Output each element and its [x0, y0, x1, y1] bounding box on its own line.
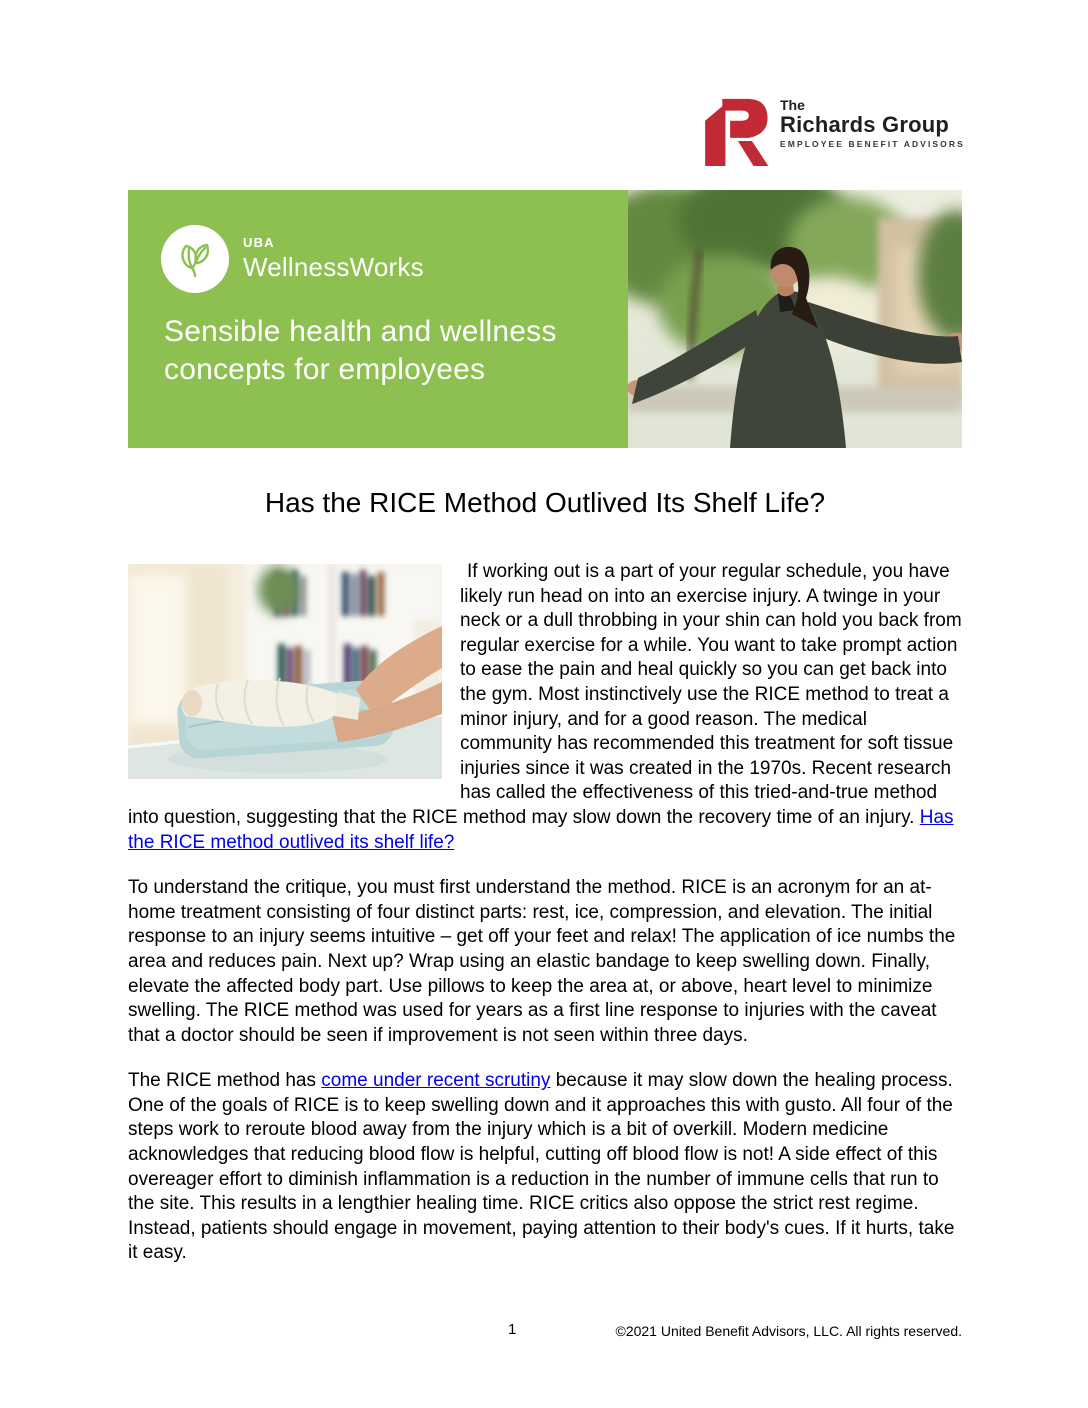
paragraph-2 — [128, 876, 962, 1048]
brand-wellnessworks: WellnessWorks — [243, 252, 424, 282]
paragraph-3-text-a: The RICE method has — [128, 1070, 322, 1092]
logo-tagline: EMPLOYEE BENEFIT ADVISORS — [780, 139, 965, 149]
brand-uba: UBA — [243, 235, 275, 250]
newsletter-banner — [128, 190, 962, 448]
link-recent-scrutiny[interactable]: come under recent scrutiny — [321, 1070, 551, 1092]
paragraph-1-text: If working out is a part of your regular schedule, you have likely run head on into an exercise injury. A twinge in your neck or a dull throbbing in your shin can hold you back from regular exercise for a while. You want to take prompt action to ease the pain and heal quickly so you can get back into the gym. Most instinctively use the RICE method to treat a minor injury, and for a good reason. The medical community has recommended this treatment for soft tissue injuries since it was created in the 1970s. Recent research has called the effectiveness of this tried-and-true method into question, suggesting that the RICE method may slow down the recovery time of an injury. — [128, 561, 962, 828]
banner-green-panel — [128, 190, 628, 448]
article-title: Has the RICE Method Outlived Its Shelf Life? — [264, 487, 826, 518]
logo-company-name: Richards Group — [780, 112, 950, 137]
leaf-icon — [161, 225, 229, 293]
richards-r-icon — [698, 88, 770, 166]
page-footer — [128, 1321, 962, 1345]
paragraph-3-text-b: because it may slow down the healing process. One of the goals of RICE is to keep swelling down and it approaches this with gusto. All four of the steps work to reroute blood away from the injury which is a bit of overkill. Modern medicine acknowledges that reducing blood flow is helpful, cutting off blood flow is not! A side effect of this overeager effort to diminish inflammation is a reduction in the number of immune cells that run to the site. This results in a lengthier healing time. RICE critics also oppose the strict rest regime. Instead, patients should engage in movement, paying attention to their body's cues. If it hurts, take it easy. — [128, 1070, 955, 1264]
paragraph-2-text: To understand the critique, you must first understand the method. RICE is an acronym for an at-home treatment consisting of four distinct parts: rest, ice, compression, and elevation. The initial response to an injury seems intuitive – get off your feet and relax! The application of ice numbs the area and reduces pain. Next up? Wrap using an elastic bandage to keep swelling down. Finally, elevate the affected body part. Use pillows to keep the area at, or above, heart level to minimize swelling. The RICE method was used for years as a first line response to injuries with the caveat that a doctor should be seen if improvement is not seen within three days. — [128, 877, 956, 1046]
copyright-notice: ©2021 United Benefit Advisors, LLC. All rights reserved. — [615, 1323, 962, 1339]
paragraph-3 — [128, 1069, 962, 1266]
page-number: 1 — [508, 1321, 517, 1338]
uba-wellnessworks-brand — [161, 225, 424, 293]
richards-group-logo — [698, 88, 965, 166]
logo-word-the: The — [780, 97, 805, 113]
link-rice-shelf-life[interactable]: Has the RICE method outlived its shelf life? — [128, 806, 954, 853]
article-body — [128, 560, 962, 1287]
hero-photo-woman-arms-outstretched — [628, 190, 962, 448]
article-photo-leg-cast-pillow — [128, 564, 442, 779]
banner-tagline: Sensible health and wellness concepts for employees — [164, 315, 557, 386]
